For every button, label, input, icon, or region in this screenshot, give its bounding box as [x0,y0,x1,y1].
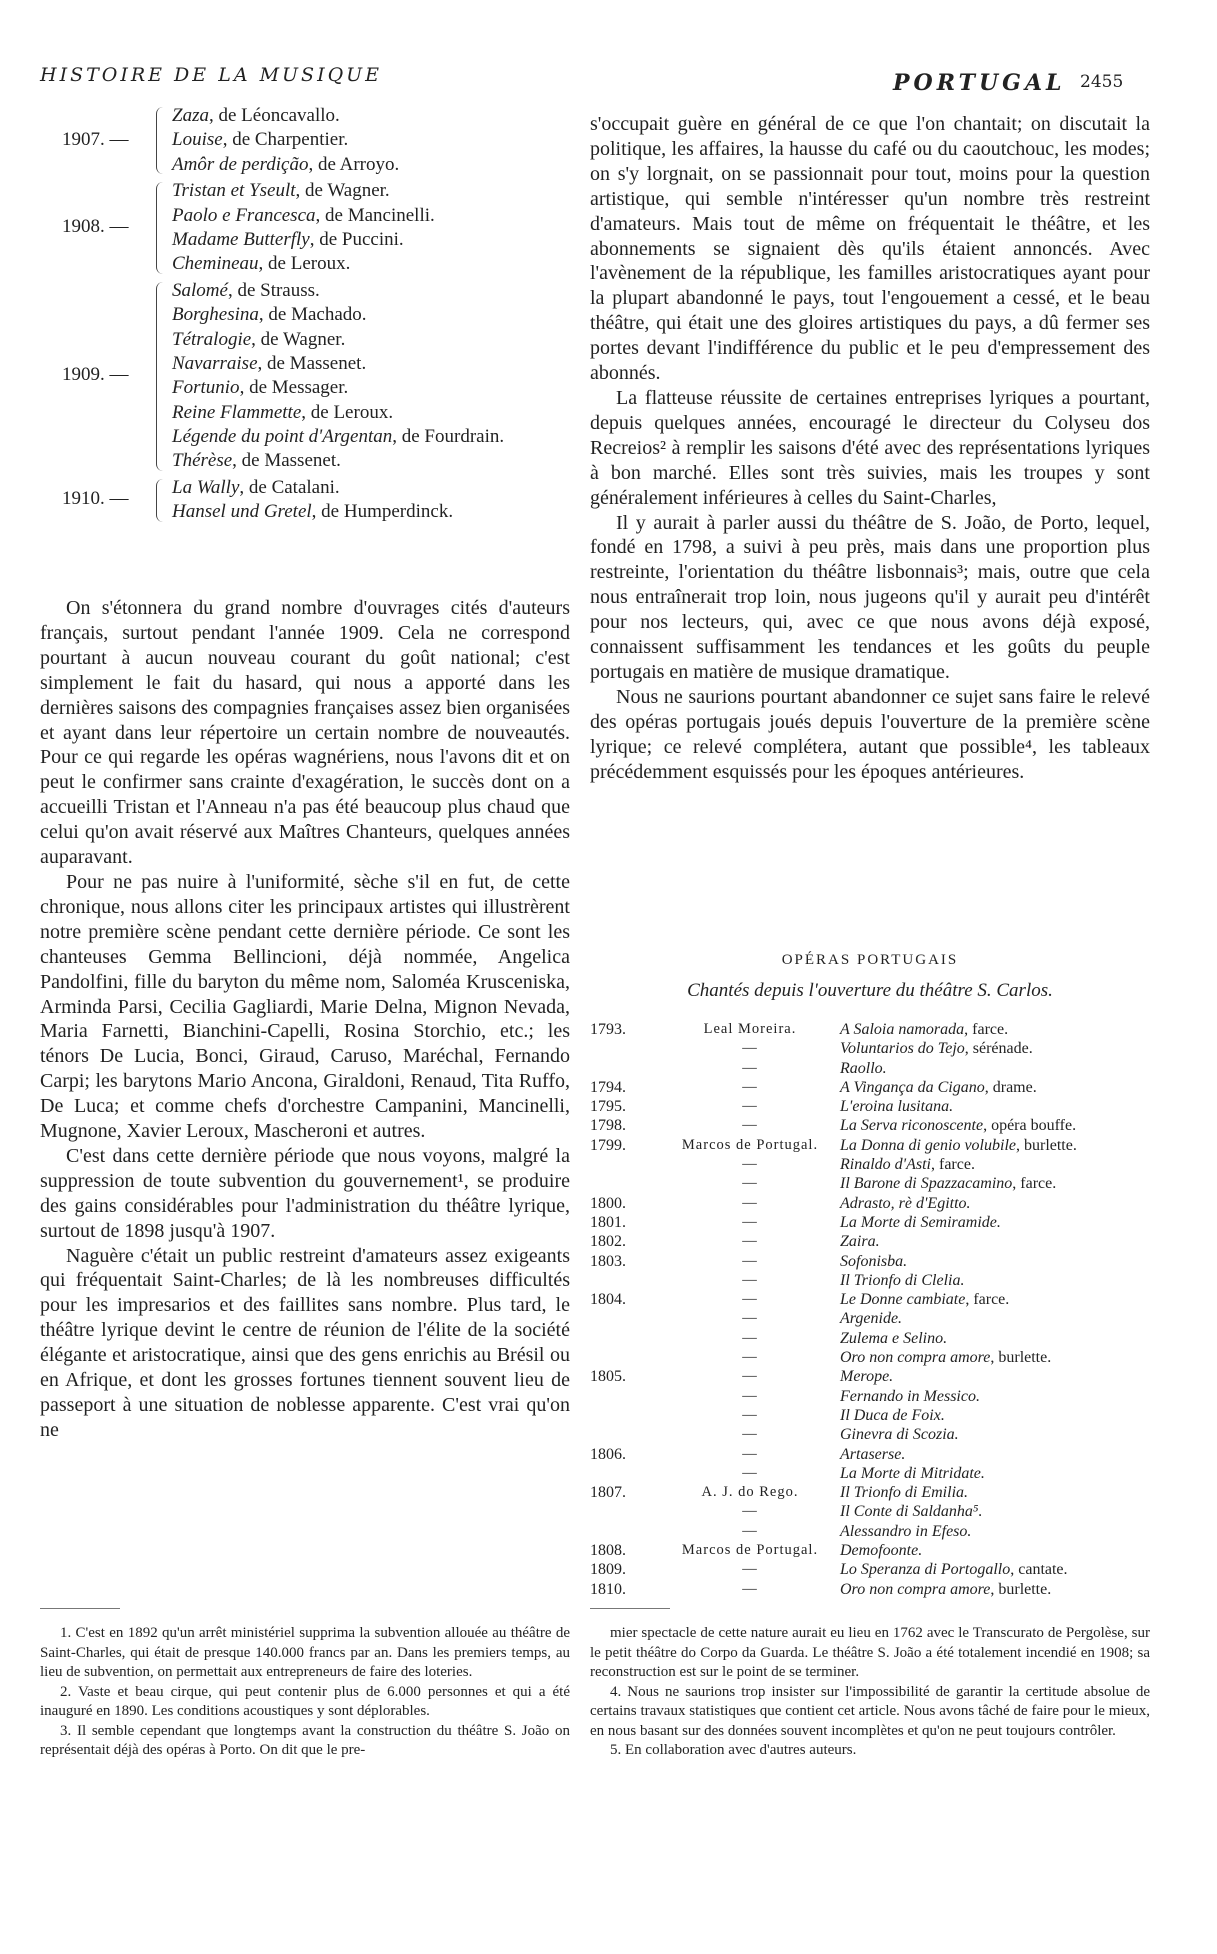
opera-title: Hansel und Gretel [172,501,312,523]
row-composer: — [742,1561,758,1578]
row-composer: — [742,1291,758,1308]
table-subtitle: Chantés depuis l'ouverture du théâtre S. Carlos. [687,980,1053,1001]
opera-composer: , de Arroyo. [308,153,400,175]
table-row [590,1271,1150,1290]
row-opera [840,1406,945,1425]
portuguese-operas-table [590,1020,1150,1599]
table-row [590,1483,1150,1502]
row-composer: — [742,1156,758,1173]
table-row [590,1213,1150,1232]
footnote: 3. Il semble cependant que longtemps avant la construction du théâtre S. João on représentait déjà des opéras à Porto. On dit que le pre- [40,1722,570,1758]
year-label: 1908. — [62,215,129,237]
opera-title: Amôr de perdição [172,153,309,175]
opera-year-list [40,104,570,527]
year-label: 1909. — [62,364,129,386]
row-composer: — [742,1233,758,1250]
brace-mark [156,182,163,274]
row-opera-title: La Serva riconoscente [840,1117,984,1135]
table-row [590,1580,1150,1599]
opera-entry [40,252,570,276]
row-composer: — [742,1098,758,1115]
row-composer: — [742,1329,758,1346]
table-row [590,1252,1150,1271]
page-number: 2455 [1080,72,1124,92]
opera-composer: , de Wagner. [251,328,346,350]
row-opera [840,1367,893,1386]
row-opera-title: La Morte di Semiramide. [840,1213,1001,1231]
opera-composer: , de Machado. [258,304,367,326]
opera-title: Borghesina [172,304,259,326]
row-year: 1794. [590,1078,626,1096]
table-row [590,1290,1150,1309]
row-opera-title: Merope. [840,1368,894,1386]
row-opera-title: Voluntarios do Tejo [840,1040,965,1058]
row-year: 1805. [590,1368,626,1386]
row-opera [840,1059,887,1078]
row-composer: — [742,1445,758,1462]
body-paragraph: Nous ne saurions pourtant abandonner ce sujet sans faire le relevé des opéras portugais joués depuis l'ouverture de la première scène lyrique; ce relevé complétera, autant que possible⁴, les tableaux précédemment esquissés pour les époques antérieures. [590,685,1150,783]
row-year: 1809. [590,1561,626,1579]
body-paragraph: Naguère c'était un public restreint d'amateurs assez exigeants qui fréquentait Saint-Charles; de là les nombreuses difficultés pour les impresarios et des faillites sans nombre. Plus tard, le théâtre lyrique devint le centre de réunion de l'élite de la société élégante et aristocratique, ainsi que des gens enrichis au Brésil ou en Afrique, et dont les grosses fortunes tiennent souvent lieu de passeport à une situation de noblesse apparente. C'est vrai qu'on ne [40,1244,570,1441]
opera-composer: , de Fourdrain. [392,426,505,448]
row-opera-title: Fernando in Messico. [840,1387,980,1405]
table-row [590,1059,1150,1078]
row-opera-title: Il Trionfo di Emilia. [840,1484,969,1502]
row-opera [840,1039,1033,1058]
row-composer: — [742,1271,758,1288]
row-opera-title: Argenide. [840,1310,903,1328]
right-column-text [590,112,1150,784]
table-row [590,1232,1150,1251]
footnote: 2. Vaste et beau cirque, qui peut contenir plus de 6.000 personnes et qui a été inauguré en 1890. Les conditions acoustiques y sont déplorables. [40,1683,570,1719]
row-opera [840,1078,1037,1097]
table-row [590,1309,1150,1328]
row-opera [840,1213,1001,1232]
row-year: 1799. [590,1136,626,1154]
table-row [590,1387,1150,1406]
table-row [590,1039,1150,1058]
row-opera-title: Artaserse. [840,1445,906,1463]
opera-title: Paolo e Francesca [172,204,316,226]
row-opera-genre: , farce. [1012,1175,1057,1193]
footnote: 5. En collaboration avec d'autres auteurs. [610,1742,857,1758]
row-year: 1802. [590,1233,626,1251]
opera-entry [40,179,570,203]
footnote: 1. C'est en 1892 qu'un arrêt ministériel supprima la subvention allouée au théâtre de Saint-Charles, qui était de presque 140.000 francs par an. Dans les premiers temps, au lieu de subvention, on permettait aux entrepreneurs de faire des loteries. [40,1625,570,1680]
opera-composer: , de Charpentier. [222,129,349,151]
row-opera-genre: , sérénade. [964,1040,1033,1058]
table-row [590,1174,1150,1193]
row-opera [840,1252,907,1271]
row-opera [840,1309,902,1328]
row-opera-title: Adrasto, rè d'Egitto. [840,1194,971,1212]
brace-mark [156,479,163,522]
opera-title: Zaza [172,105,209,126]
running-header-left: HISTOIRE DE LA MUSIQUE [40,64,383,86]
row-opera [840,1020,1008,1039]
footnote-separator-left [40,1608,120,1609]
opera-title: Salomé [172,279,228,301]
opera-composer: , de Mancinelli. [315,204,435,226]
body-paragraph: Il y aurait à parler aussi du théâtre de S. João, de Porto, lequel, fondé en 1798, a suivi à peu près, mais dans une proportion plus restreinte, l'orientation du théâtre lisbonnais³; mais, outre que cela nous entraînerait trop loin, nous jugeons qu'il y aurait peu d'intérêt pour nos lecteurs, qui, avec ce que nous avons déjà exposé, connaissent suffisamment les tendances et les goûts du peuple portugais en matière de musique dramatique. [590,511,1150,683]
year-label: 1907. — [62,128,129,150]
footnote: mier spectacle de cette nature aurait eu lieu en 1762 avec le Transcurato de Pergolèse, sur le petit théâtre do Corpo da Guarda. Le théâtre S. João a été totalement incendié en 1908; sa reconstruction est sur le point de se terminer. [590,1625,1150,1680]
footnotes-right [590,1624,1150,1761]
opera-composer: , de Puccini. [309,228,404,250]
row-composer: — [742,1194,758,1211]
row-year: 1795. [590,1098,626,1116]
row-opera [840,1541,922,1560]
opera-title: Navarraise [172,352,258,374]
opera-title: Thérèse [172,450,233,472]
row-opera-genre: , burlette. [1015,1136,1077,1154]
row-composer: — [742,1117,758,1134]
row-opera-genre: , farce. [930,1156,975,1174]
opera-entry [40,279,570,303]
table-row [590,1116,1150,1135]
row-opera [840,1425,959,1444]
opera-composer: , de Catalani. [239,476,340,498]
row-year: 1810. [590,1580,626,1598]
table-row [590,1348,1150,1367]
table-row [590,1560,1150,1579]
row-opera-genre: , burlette. [990,1349,1052,1367]
footnote: 4. Nous ne saurions trop insister sur l'impossibilité de garantir la certitude absolue de certains travaux statistiques que contient cet article. Nous avons tâché de faire pour le mieux, en nous basant sur des données souvent incomplètes et qu'on ne peut toujours contrôler. [590,1683,1150,1739]
opera-title: Madame Butterfly [172,228,310,250]
row-composer: — [742,1426,758,1443]
table-row [590,1502,1150,1521]
row-opera-genre: , farce. [965,1291,1010,1309]
row-composer: — [742,1387,758,1404]
row-composer: — [742,1078,758,1095]
row-opera-title: Le Donne cambiate [840,1291,966,1309]
row-opera-title: Raollo. [840,1059,887,1077]
year-block [40,476,570,525]
opera-composer: , de Humperdinck. [311,501,454,523]
row-opera-title: L'eroina lusitana. [840,1098,954,1116]
row-opera-title: A Saloia namorada [840,1021,965,1038]
opera-entry [40,104,570,128]
opera-composer: , de Massenet. [232,450,341,472]
row-opera [840,1560,1068,1579]
body-paragraph: La flatteuse réussite de certaines entreprises lyriques a pourtant, depuis quelques années, encouragé le directeur du Colyseu dos Recreios² à remplir les saisons d'été avec des représentations lyriques à bon marché. Elles sont très suivies, mais les troupes y sont généralement inférieures à celles du Saint-Charles, [590,386,1150,509]
row-opera-title: Zulema e Selino. [840,1329,948,1347]
left-column-text [40,596,570,1443]
table-row [590,1464,1150,1483]
row-composer: — [742,1349,758,1366]
row-opera [840,1502,982,1521]
table-row [590,1367,1150,1386]
row-composer: Marcos de Portugal. [681,1542,819,1559]
table-row [590,1329,1150,1348]
year-block [40,104,570,177]
opera-title: Tristan et Yseult [172,180,296,202]
row-opera [840,1483,968,1502]
row-year: 1793. [590,1021,626,1038]
running-header-right: PORTUGAL [893,70,1066,96]
year-label: 1910. — [62,488,129,510]
row-year: 1803. [590,1252,626,1270]
row-opera [840,1290,1009,1309]
table-row [590,1522,1150,1541]
row-year: 1801. [590,1213,626,1231]
row-opera-title: Il Conte di Saldanha⁵. [840,1503,983,1521]
opera-composer: , de Léoncavallo. [208,105,340,126]
row-opera-title: Il Trionfo di Clelia. [840,1271,965,1289]
row-opera [840,1271,964,1290]
row-composer: — [742,1522,758,1539]
row-composer: Marcos de Portugal. [681,1136,819,1153]
row-opera-title: La Morte di Mitridate. [840,1464,985,1482]
row-year: 1800. [590,1194,626,1212]
year-block [40,179,570,277]
row-year: 1806. [590,1445,626,1463]
opera-composer: , de Massenet. [257,352,367,374]
row-opera [840,1155,975,1174]
opera-title: Légende du point d'Argentan [172,426,393,448]
row-composer: — [742,1580,758,1597]
row-opera-title: Oro non compra amore [840,1349,991,1367]
opera-title: Fortunio [172,377,240,399]
opera-entry [40,328,570,352]
footnotes-left [40,1624,570,1761]
opera-composer: , de Leroux. [301,401,394,423]
opera-title: Tétralogie [172,328,252,350]
row-composer: — [742,1406,758,1423]
opera-composer: , de Wagner. [295,180,390,202]
row-opera [840,1464,985,1483]
row-opera [840,1348,1051,1367]
row-opera-genre: , farce. [964,1021,1009,1038]
row-opera-title: A Vingança da Cigano [840,1078,985,1096]
row-composer: — [742,1252,758,1269]
row-composer: — [742,1503,758,1520]
row-composer: — [742,1059,758,1076]
row-composer: — [742,1310,758,1327]
body-paragraph: C'est dans cette dernière période que nous voyons, malgré la suppression de toute subvention du gouvernement¹, se produire des gains considérables pour l'administration du théâtre lyrique, surtout de 1898 jusqu'à 1907. [40,1144,570,1242]
row-opera [840,1136,1077,1155]
row-opera [840,1194,971,1213]
row-opera [840,1232,880,1251]
row-opera-title: Il Barone di Spazzacamino [840,1175,1013,1193]
row-composer: Leal Moreira. [703,1021,797,1037]
opera-title: La Wally [172,476,240,498]
row-opera-genre: , opéra bouffe. [983,1117,1077,1135]
year-block [40,279,570,474]
row-year: 1798. [590,1117,626,1135]
table-row [590,1136,1150,1155]
row-opera-title: Rinaldo d'Asti [840,1156,931,1174]
opera-entry [40,153,570,177]
body-paragraph: On s'étonnera du grand nombre d'ouvrages cités d'auteurs français, surtout pendant l'année 1909. Cela ne correspond pourtant à aucun nouveau courant du goût national; c'est simplement le fait du hasard, qui nous a apporté dans les dernières saisons des compagnies françaises assez bien organisées et ayant dans leur répertoire un certain nombre de nouveautés. Pour ce qui regarde les opéras wagnériens, nous l'avons dit et on peut le confirmer sans crainte d'exagération, le succès dont on a accueilli Tristan et l'Anneau n'a pas été beaucoup plus chaud que celui qu'on avait réservé aux Maîtres Chanteurs, quelques années auparavant. [40,597,570,869]
row-year: 1808. [590,1542,626,1560]
row-opera-title: Zaira. [840,1233,880,1251]
row-opera [840,1580,1051,1599]
table-row [590,1406,1150,1425]
row-opera [840,1522,971,1541]
brace-mark [156,107,163,174]
row-opera-title: Ginevra di Scozia. [840,1426,959,1444]
opera-entry [40,425,570,449]
row-opera-title: Lo Speranza di Portogallo [840,1561,1011,1579]
row-opera [840,1174,1056,1193]
row-opera-genre: , drame. [984,1078,1037,1096]
table-row [590,1194,1150,1213]
body-paragraph: s'occupait guère en général de ce que l'on chantait; on discutait la politique, les affaires, la hausse du café ou du caoutchouc, les modes; on s'y lorgnait, on se passionnait pour tout, moins pour la question artistique, qui semble n'intéresser qu'un nombre très restreint d'amateurs. Mais tout de même on fréquentait le théâtre, et les abonnements se signaient dès qu'ils étaient annoncés. Avec l'avènement de la république, les familles aristocratiques ayant pour la plupart abandonné le pays, tout l'engouement a cessé, et le beau théâtre, qui était une des gloires artistiques du pays, a dû fermer ses portes devant l'indifférence du public et le peu d'empressement des abonnés. [590,113,1150,385]
opera-title: Chemineau [172,253,259,275]
row-opera-title: Il Duca de Foix. [840,1406,945,1424]
opera-entry [40,303,570,327]
row-opera [840,1116,1076,1135]
footnote-separator-right [590,1608,670,1609]
table-row [590,1020,1150,1039]
row-composer: — [742,1175,758,1192]
row-opera-title: Sofonisba. [840,1252,908,1270]
brace-mark [156,282,163,471]
table-row [590,1425,1150,1444]
table-row [590,1541,1150,1560]
row-opera-genre: , cantate. [1010,1561,1068,1579]
row-opera [840,1329,947,1348]
table-row [590,1445,1150,1464]
row-opera-title: Oro non compra amore [840,1580,991,1598]
row-year: 1804. [590,1291,626,1309]
row-composer: — [742,1040,758,1057]
body-paragraph: Pour ne pas nuire à l'uniformité, sèche s'il en fut, de cette chronique, nous allons citer les principaux artistes qui illustrèrent notre première scène pendant cette dernière période. Ce sont les chanteuses Gemma Bellincioni, déjà nommée, Angelica Pandolfini, fille du baryton du même nom, Saloméa Krusceniska, Arminda Parsi, Cecilia Gagliardi, Marie Delna, Mignon Nevada, Maria Farnetti, Bianchini-Capelli, Rosina Storchio, etc.; les ténors De Lucia, Bonci, Giraud, Caruso, Maréchal, Fernando Carpi; les barytons Mario Ancona, Giraldoni, Renaud, Tita Ruffo, De Luca; et comme chefs d'orchestre Campanini, Mancinelli, Mugnone, Xavier Leroux, Mascheroni et autres. [40,870,570,1143]
row-opera-title: La Donna di genio volubile [840,1136,1016,1154]
opera-composer: , de Strauss. [227,279,320,301]
row-year: 1807. [590,1484,626,1502]
table-row [590,1078,1150,1097]
opera-entry [40,401,570,425]
opera-title: Reine Flammette [172,401,302,423]
row-composer: A. J. do Rego. [701,1484,799,1501]
row-composer: — [742,1213,758,1230]
row-composer: — [742,1368,758,1385]
table-title: OPÉRAS PORTUGAIS [781,952,959,968]
row-opera-title: Demofoonte. [840,1542,923,1560]
row-opera [840,1097,953,1116]
row-opera [840,1387,980,1406]
row-composer: — [742,1464,758,1481]
row-opera [840,1445,905,1464]
opera-composer: , de Leroux. [258,253,351,275]
opera-composer: , de Messager. [239,377,349,399]
table-row [590,1097,1150,1116]
row-opera-genre: , burlette. [990,1580,1052,1598]
opera-entry [40,449,570,473]
row-opera-title: Alessandro in Efeso. [840,1522,972,1540]
opera-title: Louise [172,129,223,151]
table-row [590,1155,1150,1174]
